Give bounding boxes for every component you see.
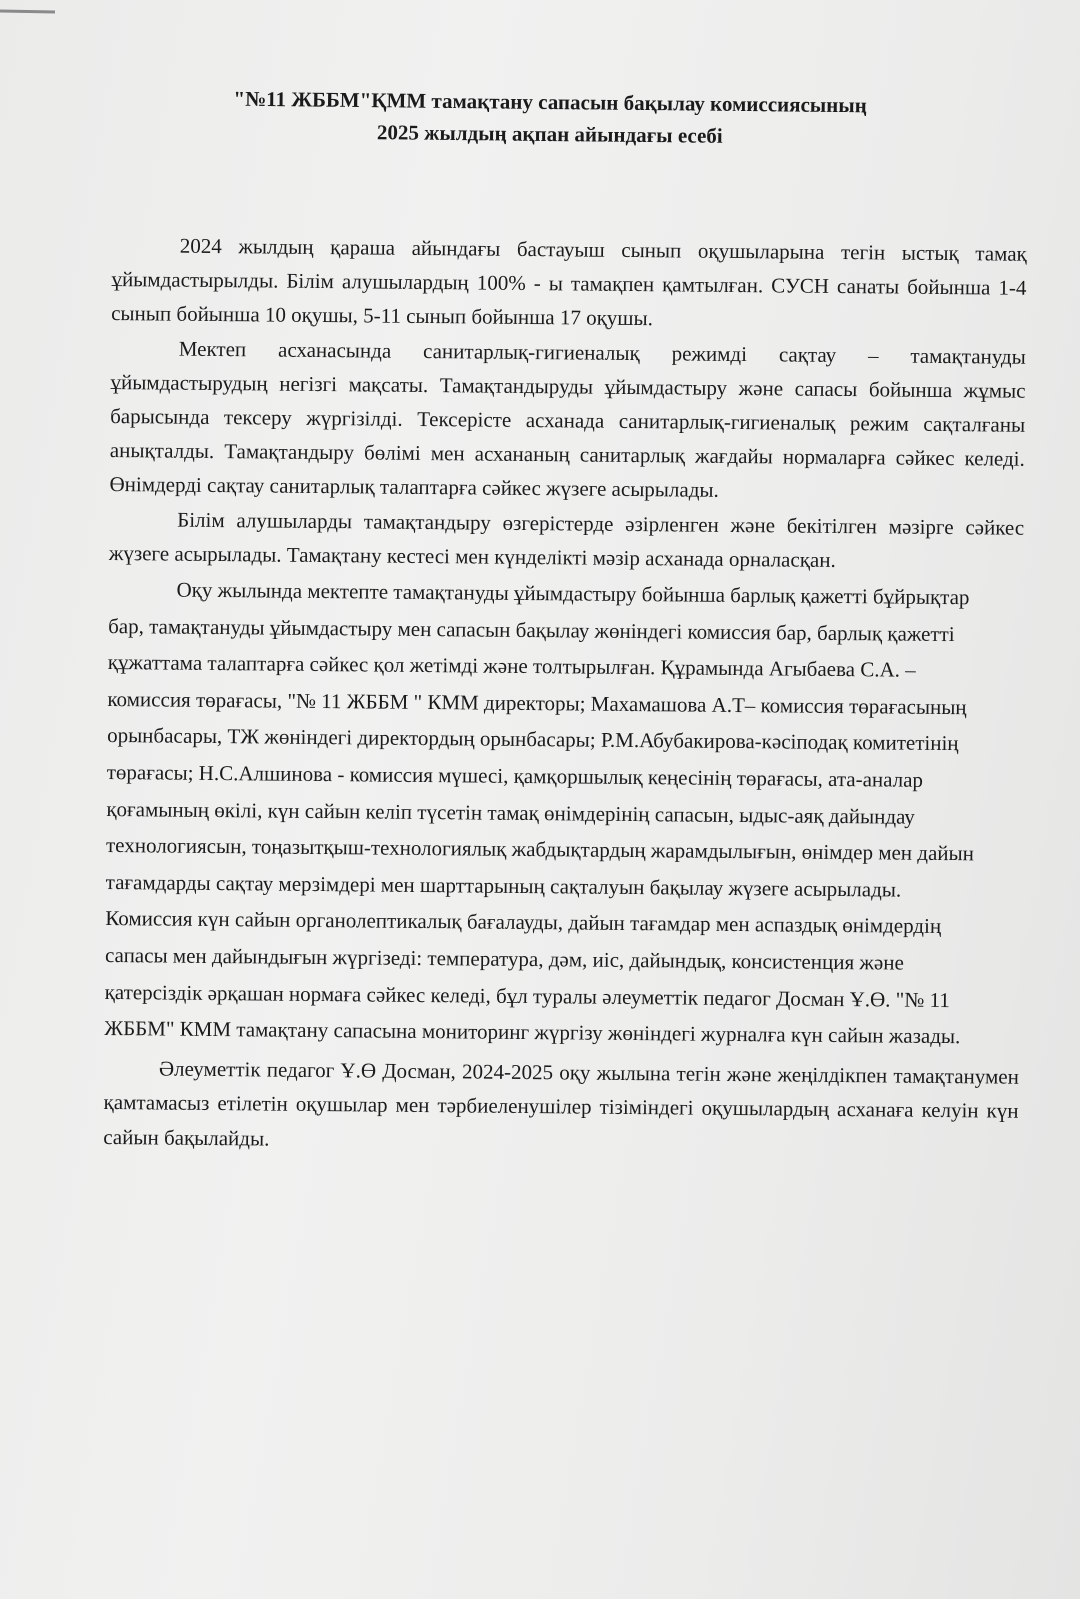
paragraph-menu: Білім алушыларды тамақтандыру өзгерістерде әзірленген және бекітілген мәзірге сәйкес жүзеге асырылады. Тамақтану кестесі мен күнделікті мәзір асханада орналасқан. — [108, 507, 1025, 572]
document-body — [103, 228, 1027, 1163]
body-block-upper — [109, 228, 1027, 579]
title-line-1: "№11 ЖББМ"ҚММ тамақтану сапасын бақылау комиссиясының — [233, 86, 867, 118]
title-line-2: 2025 жылдың ақпан айындағы есебі — [376, 120, 723, 148]
body-block-commission — [104, 571, 1024, 1055]
paragraph-lunch-coverage: 2024 жылдың қараша айындағы бастауыш сынып оқушыларына тегін ыстық тамақ ұйымдастырылды. Білім алушылардың 100% - ы тамақпен қамтылған. СУСН санаты бойынша 1-4 сынып бойынша 10 оқушы, 5-11 сынып бойынша 17 оқушы. — [111, 233, 1027, 331]
paragraph-social-pedagog: Әлеуметтік педагог Ұ.Ө Досман, 2024-2025 оқу жылына тегін және жеңілдікпен тамақтанумен қамтамасыз етілетін оқушылар мен тәрбиеленушілер тізіміндегі оқушылардың асханаға келуін күн сайын бақылайды. — [103, 1056, 1020, 1151]
paragraph-commission: Оқу жылында мектепте тамақтануды ұйымдастыру бойынша барлық қажетті бұйрықтар бар, тамақтануды ұйымдастыру мен сапасын бақылау жөніндегі комиссия бар, барлық қажетті құжаттама талаптарға сәйкес қол жетімді және толтырылған. Құрамында Агыбаева С.А. – комиссия төрағасы, "№ 11 ЖББМ " КММ директоры; Махамашова А.Т– комиссия төрағасының орынбасары, ТЖ жөніндегі директордың орынбасары; Р.М.Абубакирова-кәсіподақ комитетінің төрағасы; Н.С.Алшинова - комиссия мүшесі, қамқоршылық кеңесінің төрағасы, ата-аналар қоғамының өкілі, күн сайын келіп түсетін тамақ өнімдерінің сапасын, ыдыс-аяқ дайындау технологиясын, тоңазытқыш-технологиялық жабдықтардың жарамдылығын, өнімдер мен дайын тағамдарды сақтау мерзімдері мен шарттарының сақталуын бақылау жүзеге асырылады. Комиссия күн сайын органолептикалық бағалауды, дайын тағамдар мен аспаздық өнімдердің сапасы мен дайындығын жүргізеді: температура, дәм, иіс, дайындық, консистенция және қатерсіздік әрқашан нормаға сәйкес келеді, бұл туралы әлеуметтік педагог Досман Ұ.Ө. "№ 11 ЖББМ" КММ тамақтану сапасына мониторинг жүргізу жөніндегі журналға күн сайын жазады. — [104, 577, 975, 1049]
pen-mark — [0, 10, 55, 14]
document-title — [80, 81, 1021, 155]
paragraph-sanitary-regime: Мектеп асханасында санитарлық-гигиеналық режимді сақтау – тамақтануды ұйымдастырудың негізгі мақсаты. Тамақтандыруды ұйымдастыру және сапасы бойынша жұмыс барысында тексеру жүргізілді. Тексерісте асханада санитарлық-гигиеналық режим сақталғаны анықталды. Тамақтандыру бөлімі мен асхананың санитарлық жағдайы нормаларға сәйкес келеді. Өнімдерді сақтау санитарлық талаптарға сәйкес жүзеге асырылады. — [109, 336, 1026, 503]
body-block-social-pedagog — [103, 1051, 1019, 1163]
